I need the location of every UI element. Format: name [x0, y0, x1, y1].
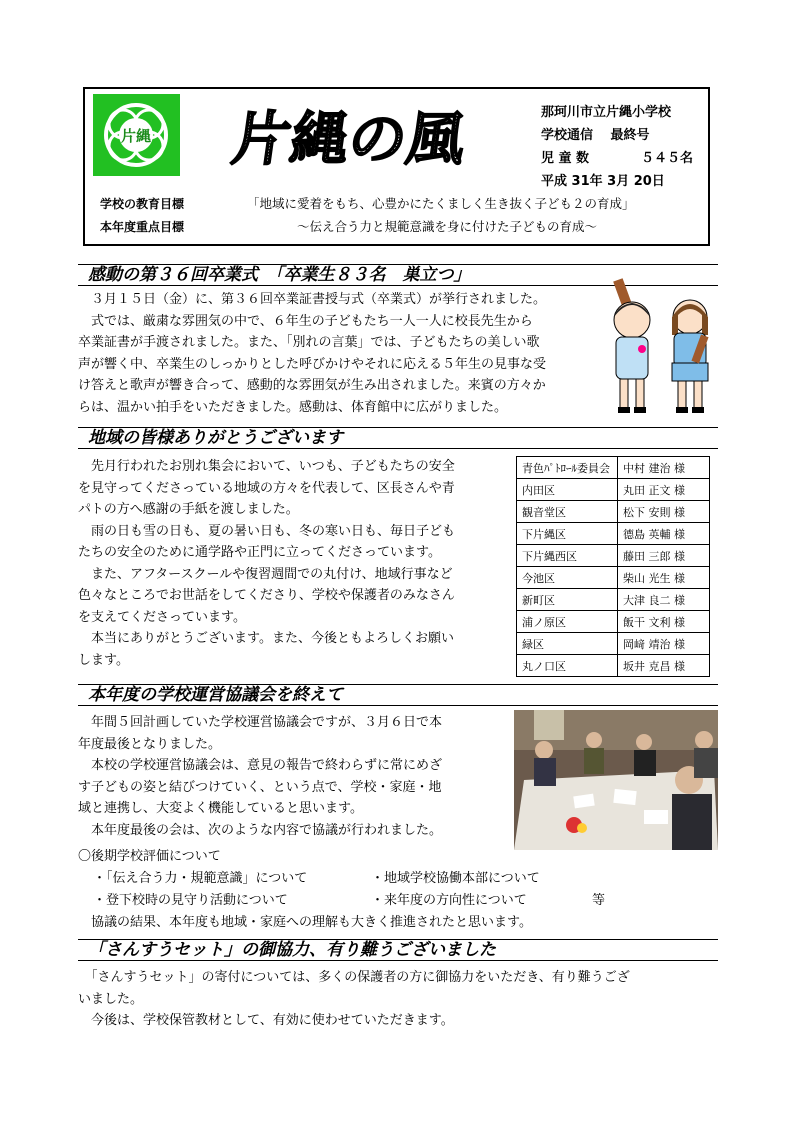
- paragraph-line: す子どもの姿と結びつけていく、という点で、学校・家庭・地: [78, 779, 442, 795]
- paragraph-line: を見守ってくださっている地域の方々を代表して、区長さんや青: [78, 480, 455, 496]
- section-heading-math-set: 「さんすうセット」の御協力、有り難うございました: [78, 939, 718, 961]
- paragraph-line: 先月行われたお別れ集会において、いつも、子どもたちの安全: [78, 459, 455, 474]
- table-cell-area: 丸ノ口区: [517, 655, 618, 677]
- masthead-title: [186, 95, 524, 177]
- masthead-text: 片縄の風: [228, 105, 470, 173]
- paragraph-line: ３月１５日（金）に、第３６回卒業証書授与式（卒業式）が挙行されました。: [78, 292, 547, 307]
- table-cell-name: 大津 良二 様: [618, 589, 710, 611]
- topic-item-suffix: 等: [592, 893, 606, 908]
- paragraph-line: 本年度最後の会は、次のような内容で協議が行われました。: [78, 822, 443, 838]
- council-body: [78, 712, 442, 841]
- table-cell-area: 下片縄区: [517, 523, 618, 545]
- logo-text: 片縄: [120, 127, 152, 145]
- paragraph-line: 本当にありがとうございます。また、今後ともよろしくお願い: [78, 631, 454, 646]
- paragraph-line: 年度最後となりました。: [78, 736, 222, 752]
- table-cell-name: 丸田 正文 様: [618, 479, 710, 501]
- topic-item: ・登下校時の見守り活動について: [93, 893, 288, 908]
- school-logo: [93, 94, 180, 176]
- table-cell-name: 坂井 克昌 様: [618, 655, 710, 677]
- table-row: [517, 545, 710, 567]
- section-heading-graduation: 感動の第３６回卒業式 「卒業生８３名 巣立つ」: [78, 264, 718, 286]
- table-cell-area: 今池区: [517, 567, 618, 589]
- graduation-body: [78, 289, 546, 418]
- table-row: [517, 567, 710, 589]
- table-row: [517, 501, 710, 523]
- table-cell-name: 飯干 文利 様: [618, 611, 710, 633]
- paragraph-line: け答えと歌声が響き合って、感動的な雰囲気が生み出されました。来賓の方々か: [78, 378, 546, 393]
- table-cell-name: 岡﨑 靖治 様: [618, 633, 710, 655]
- paragraph-line: します。: [78, 652, 129, 668]
- table-cell-name: 德島 英輔 様: [618, 523, 710, 545]
- section-heading-council: 本年度の学校運営協議会を終えて: [78, 684, 718, 706]
- paragraph-line: を支えてくださっています。: [78, 609, 246, 625]
- issue-line: 学校通信 最終号: [541, 128, 650, 143]
- students-count: ５４５名: [641, 151, 694, 166]
- paragraph-line: また、アフタースクールや復習週間での丸付け、地域行事など: [78, 566, 453, 582]
- table-row: [517, 457, 710, 479]
- table-row: [517, 479, 710, 501]
- paragraph-line: たちの安全のために通学路や正門に立ってくださっています。: [78, 545, 441, 560]
- table-cell-area: 新町区: [517, 589, 618, 611]
- topic-item: ・「伝え合う力・規範意識」について: [93, 871, 308, 886]
- table-cell-area: 下片縄西区: [517, 545, 618, 567]
- topic-item: ・来年度の方向性について: [371, 893, 527, 908]
- graduates-illustration: [602, 275, 716, 425]
- math-set-body: [78, 967, 630, 1032]
- table-cell-area: 青色ﾊﾟﾄﾛｰﾙ委員会: [517, 457, 618, 479]
- paragraph-line: いました。: [78, 991, 144, 1007]
- table-cell-area: 緑区: [517, 633, 618, 655]
- students-label: 児 童 数: [541, 151, 590, 166]
- paragraph-line: 卒業証書が手渡されました。また、「別れの言葉」では、子どもたちの美しい歌: [78, 335, 540, 350]
- paragraph-line: らは、温かい拍手をいただきました。感動は、体育館中に広がりました。: [78, 399, 508, 415]
- focus-text: ～伝え合う力と規範意識を身に付けた子どもの育成～: [297, 219, 598, 234]
- thanks-body: [78, 456, 455, 671]
- paragraph-line: 式では、厳粛な雰囲気の中で、６年生の子どもたち一人一人に校長先生から: [78, 313, 533, 329]
- table-row: [517, 523, 710, 545]
- topic-item: ・地域学校協働本部について: [371, 871, 540, 886]
- logo-emblem-icon: [93, 94, 180, 176]
- table-cell-name: 松下 安則 様: [618, 501, 710, 523]
- table-row: [517, 655, 710, 677]
- paragraph-line: 雨の日も雪の日も、夏の暑い日も、冬の寒い日も、毎日子ども: [78, 523, 456, 539]
- paragraph-line: 本校の学校運営協議会は、意見の報告で終わらずに常にめざ: [78, 758, 443, 773]
- table-cell-name: 柴山 光生 様: [618, 567, 710, 589]
- issue-date: 平成 31年 3月 20日: [541, 174, 665, 189]
- goal-text: 「地域に愛着をもち、心豊かにたくましく生き抜く子ども２の育成」: [247, 196, 635, 211]
- section-heading-thanks: 地域の皆様ありがとうございます: [78, 427, 718, 449]
- table-row: [517, 611, 710, 633]
- table-row: [517, 633, 710, 655]
- paragraph-line: パトの方へ感謝の手紙を渡しました。: [78, 502, 299, 517]
- table-cell-name: 藤田 三郎 様: [618, 545, 710, 567]
- goal-label: 学校の教育目標: [100, 197, 185, 211]
- table-cell-area: 観音堂区: [517, 501, 618, 523]
- table-cell-area: 浦ノ原区: [517, 611, 618, 633]
- community-helpers-table: [516, 456, 710, 677]
- paragraph-line: 年間５回計画していた学校運営協議会ですが、３月６日で本: [78, 715, 443, 730]
- council-conclusion: 協議の結果、本年度も地域・家庭への理解も大きく推進されたと思います。: [78, 915, 532, 930]
- table-cell-name: 中村 建治 様: [618, 457, 710, 479]
- table-row: [517, 589, 710, 611]
- school-name: 那珂川市立片縄小学校: [541, 105, 672, 120]
- paragraph-line: 声が響く中、卒業生のしっかりとした呼びかけやそれに応える５年生の見事な受: [78, 356, 547, 372]
- council-meeting-photo: [514, 710, 718, 850]
- paragraph-line: 「さんすうセット」の寄付については、多くの保護者の方に御協力をいただき、有り難うござ: [78, 970, 630, 985]
- paragraph-line: 域と連携し、大変よく機能していると思います。: [78, 801, 363, 816]
- table-cell-area: 内田区: [517, 479, 618, 501]
- paragraph-line: 今後は、学校保管教材として、有効に使わせていただきます。: [78, 1013, 454, 1028]
- focus-label: 本年度重点目標: [100, 220, 185, 234]
- topic-title: 〇後期学校評価について: [78, 849, 221, 864]
- paragraph-line: 色々なところでお世話をしてくださり、学校や保護者のみなさん: [78, 588, 455, 603]
